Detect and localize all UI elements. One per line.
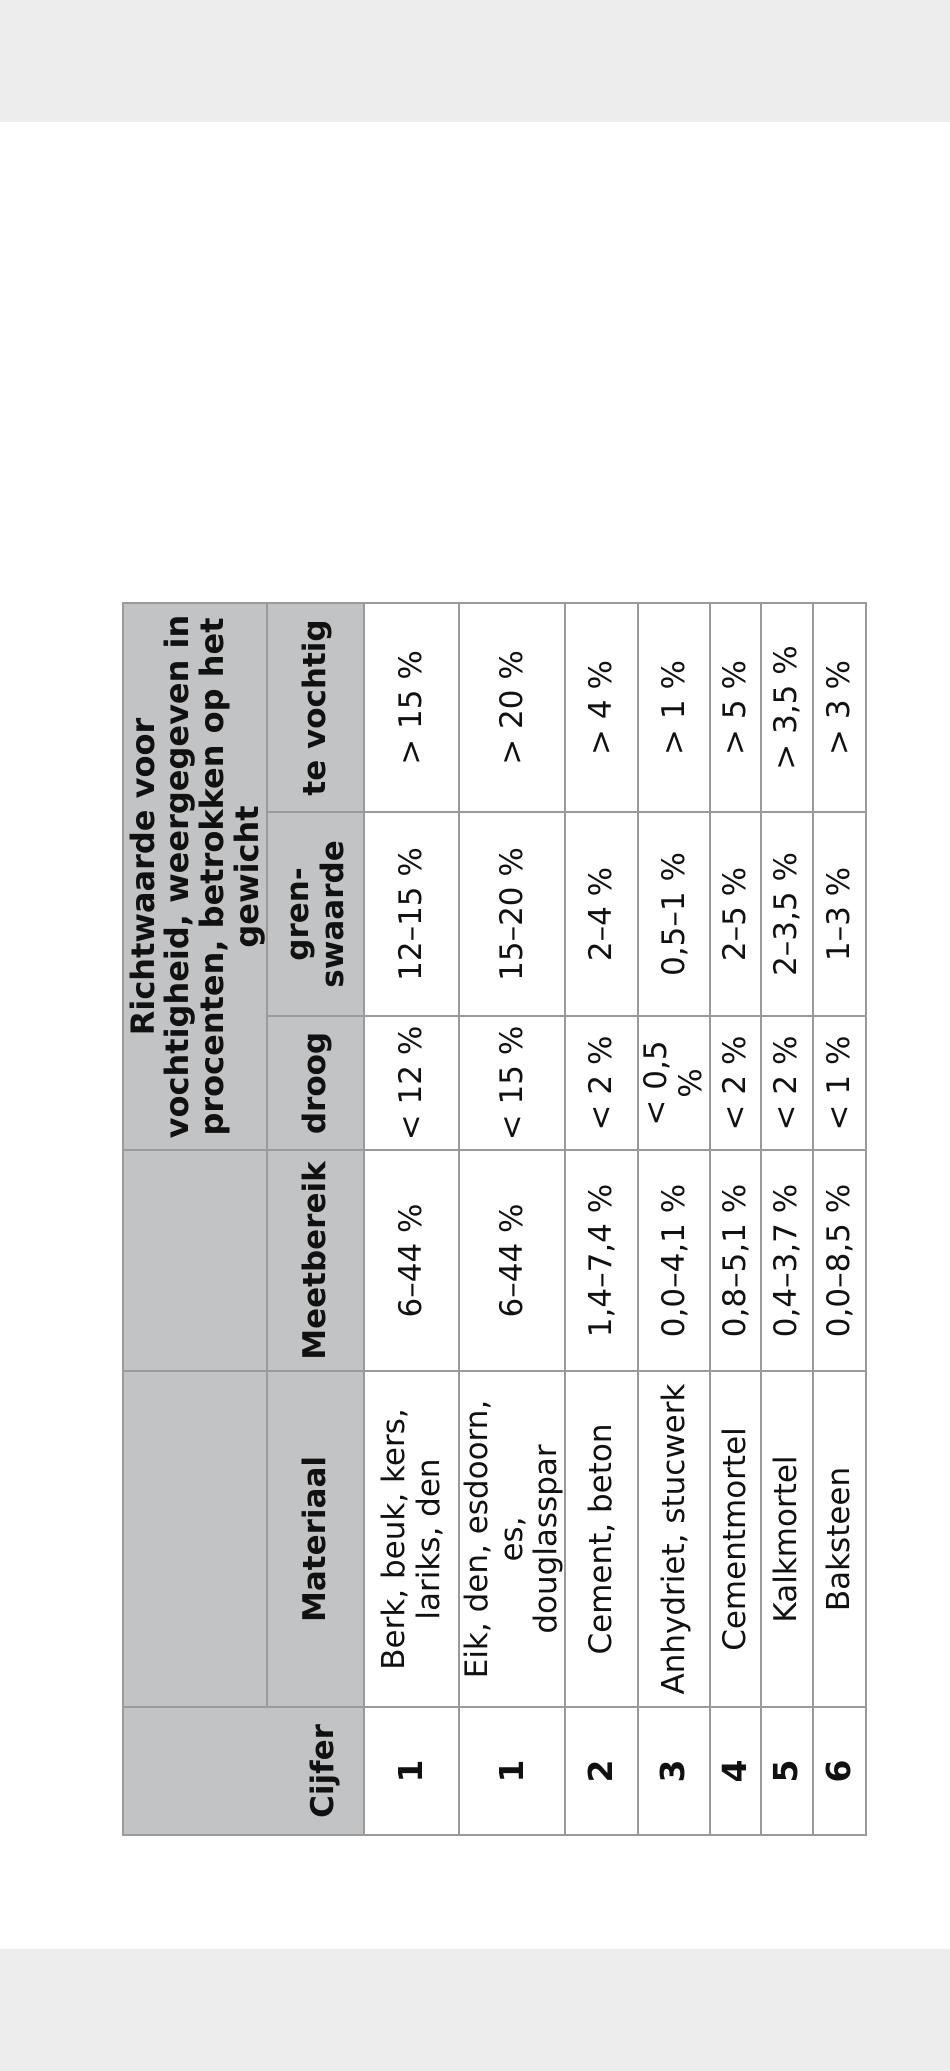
materiaal-cell: Kalkmortel — [761, 1371, 813, 1707]
droog-cell: < 12 % — [364, 1016, 459, 1150]
droog-cell: < 2 % — [761, 1016, 813, 1150]
materiaal-line1: Berk, beuk, kers, — [375, 1408, 412, 1670]
grenswaarde-cell: 2–4 % — [565, 812, 638, 1016]
table-row — [459, 603, 565, 1835]
table-row — [638, 603, 709, 1835]
materiaal-line2: douglasspar — [528, 1444, 565, 1634]
meetbereik-cell: 0,8–5,1 % — [710, 1150, 761, 1371]
materiaal-line1: Eik, den, esdoorn, es, — [459, 1399, 530, 1679]
meetbereik-cell: 1,4–7,4 % — [565, 1150, 638, 1371]
te-vochtig-cell: > 15 % — [364, 603, 459, 812]
cijfer-cell: 5 — [761, 1707, 813, 1835]
droog-cell: < 0,5 % — [638, 1016, 709, 1150]
materiaal-line2: lariks, den — [410, 1458, 447, 1620]
materiaal-cell — [364, 1371, 459, 1707]
table-row — [565, 603, 638, 1835]
cijfer-cell: 1 — [459, 1707, 565, 1835]
meetbereik-cell: 0,0–8,5 % — [813, 1150, 866, 1371]
grenswaarde-cell: 12–15 % — [364, 812, 459, 1016]
header-blank-2 — [123, 1150, 267, 1371]
meetbereik-cell: 6–44 % — [364, 1150, 459, 1371]
table-row — [364, 603, 459, 1835]
materiaal-cell: Anhydriet, stucwerk — [638, 1371, 709, 1707]
droog-cell: < 15 % — [459, 1016, 565, 1150]
meetbereik-cell: 6–44 % — [459, 1150, 565, 1371]
droog-cell: < 2 % — [710, 1016, 761, 1150]
header-droog: droog — [267, 1016, 364, 1150]
cijfer-cell: 1 — [364, 1707, 459, 1835]
header-grenswaarde-line1: gren- — [279, 867, 316, 961]
header-blank-1 — [123, 1371, 267, 1707]
moisture-reference-table — [122, 602, 867, 1836]
cijfer-cell: 3 — [638, 1707, 709, 1835]
meetbereik-cell: 0,0–4,1 % — [638, 1150, 709, 1371]
grenswaarde-cell: 15–20 % — [459, 812, 565, 1016]
te-vochtig-cell: > 5 % — [710, 603, 761, 812]
grenswaarde-cell: 2–5 % — [710, 812, 761, 1016]
grenswaarde-cell: 2–3,5 % — [761, 812, 813, 1016]
moisture-table-rotated — [122, 604, 858, 1836]
te-vochtig-cell: > 3 % — [813, 603, 866, 812]
header-row-1 — [123, 603, 267, 1835]
droog-cell: < 1 % — [813, 1016, 866, 1150]
header-meetbereik: Meetbereik — [267, 1150, 364, 1371]
table-row — [813, 603, 866, 1835]
table-row — [710, 603, 761, 1835]
table-row — [761, 603, 813, 1835]
header-grenswaarde-line2: swaarde — [314, 840, 351, 988]
header-cijfer: Cijfer — [123, 1707, 364, 1835]
header-grenswaarde — [267, 812, 364, 1016]
te-vochtig-cell: > 20 % — [459, 603, 565, 812]
cijfer-cell: 4 — [710, 1707, 761, 1835]
te-vochtig-cell: > 1 % — [638, 603, 709, 812]
te-vochtig-cell: > 4 % — [565, 603, 638, 812]
grenswaarde-cell: 0,5–1 % — [638, 812, 709, 1016]
materiaal-cell: Baksteen — [813, 1371, 866, 1707]
materiaal-cell: Cementmortel — [710, 1371, 761, 1707]
cijfer-cell: 2 — [565, 1707, 638, 1835]
page — [0, 122, 950, 1949]
header-te-vochtig: te vochtig — [267, 603, 364, 812]
header-materiaal: Materiaal — [267, 1371, 364, 1707]
cijfer-cell: 6 — [813, 1707, 866, 1835]
materiaal-cell: Cement, beton — [565, 1371, 638, 1707]
meetbereik-cell: 0,4–3,7 % — [761, 1150, 813, 1371]
droog-cell: < 2 % — [565, 1016, 638, 1150]
header-row-2 — [267, 603, 364, 1835]
materiaal-cell — [459, 1371, 565, 1707]
te-vochtig-cell: > 3,5 % — [761, 603, 813, 812]
header-group-title: Richtwaarde voor vochtigheid, weergegeven in procenten, betrokken op het gewicht — [123, 603, 267, 1150]
grenswaarde-cell: 1–3 % — [813, 812, 866, 1016]
